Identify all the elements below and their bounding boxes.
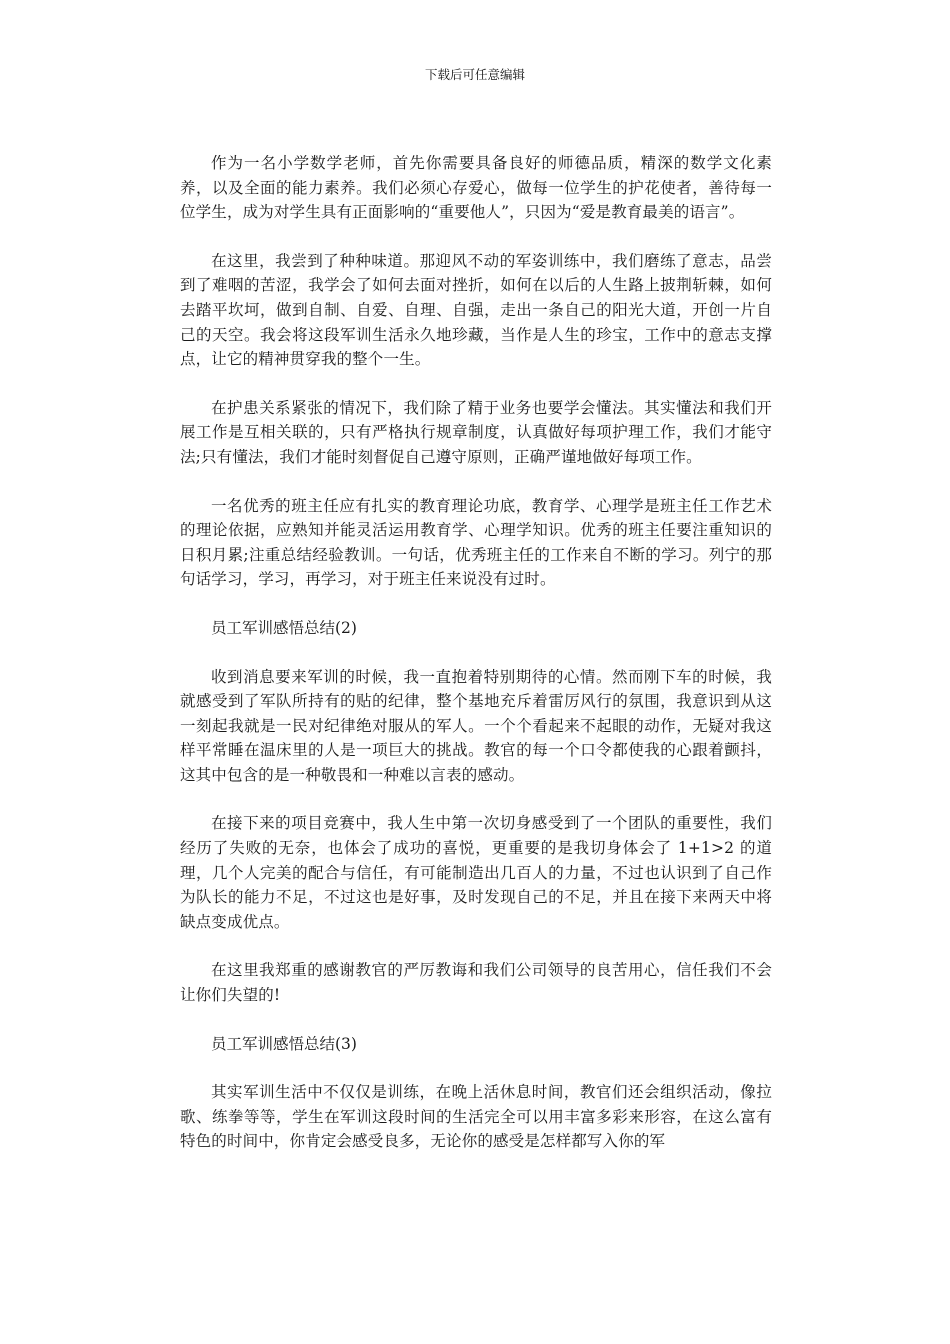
paragraph-nurse-law: 在护患关系紧张的情况下，我们除了精于业务也要学会懂法。其实懂法和我们开展工作是互相关联的，只有严格执行规章制度，认真做好每项护理工作，我们才能守法;只有懂法，我们才能时刻督促自己遵守原则，正确严谨地做好每项工作。 — [180, 398, 772, 466]
page-header-note: 下载后可任意编辑 — [424, 67, 525, 82]
paragraph-thanks: 在这里我郑重的感谢教官的严厉教诲和我们公司领导的良苦用心，信任我们不会让你们失望的! — [180, 961, 772, 1005]
paragraph-arrival: 收到消息要来军训的时候，我一直抱着特别期待的心情。然而刚下车的时候，我就感受到了军队所持有的贴的纪律，整个基地充斥着雷厉风行的氛围，我意识到从这一刻起我就是一民对纪律绝对服从的军人。一个个看起来不起眼的动作，无疑对我这样平常睡在温床里的人是一项巨大的挑战。教官的每一个口令都使我的心跟着颤抖，这其中包含的是一种敬畏和一种难以言表的感动。 — [180, 667, 772, 784]
paragraph-class-teacher: 一名优秀的班主任应有扎实的教育理论功底，教育学、心理学是班主任工作艺术的理论依据，应熟知并能灵活运用教育学、心理学知识。优秀的班主任要注重知识的日积月累;注重总结经验教训。一句话，优秀班主任的工作来自不断的学习。列宁的那句话学习，学习，再学习，对于班主任来说没有过时。 — [180, 496, 772, 589]
paragraph-math-teacher: 作为一名小学数学老师，首先你需要具备良好的师德品质，精深的数学文化素养，以及全面的能力素养。我们必须心存爱心，做每一位学生的护花使者，善待每一位学生，成为对学生具有正面影响的“重要他人”，只因为“爱是教育最美的语言”。 — [180, 154, 772, 222]
document-body — [180, 151, 772, 1178]
section-heading-3: 员工军训感悟总结(3) — [211, 1034, 357, 1053]
paragraph-tastes: 在这里，我尝到了种种味道。那迎风不动的军姿训练中，我们磨练了意志，品尝到了难咽的苦涩，我学会了如何去面对挫折，如何在以后的人生路上披荆斩棘，如何去踏平坎坷，做到自制、自爱、自理、自强，走出一条自己的阳光大道，开创一片自己的天空。我会将这段军训生活永久地珍藏，当作是人生的珍宝，工作中的意志支撑点，让它的精神贯穿我的整个一生。 — [180, 251, 772, 369]
paragraph-evening-activities: 其实军训生活中不仅仅是训练，在晚上活休息时间，教官们还会组织活动，像拉歌、练拳等等，学生在军训这段时间的生活完全可以用丰富多彩来形容，在这么富有特色的时间中，你肯定会感受良多，无论你的感受是怎样都写入你的军 — [180, 1083, 772, 1151]
paragraph-team: 在接下来的项目竞赛中，我人生中第一次切身感受到了一个团队的重要性，我们经历了失败的无奈，也体会了成功的喜悦，更重要的是我切身体会了 1+1>2 的道理，几个人完美的配合与信任，有可能制造出几百人的力量，不过也认识到了自己作为队长的能力不足，不过这也是好事，及时发现自己的不足，并且在接下来两天中将缺点变成优点。 — [180, 814, 772, 931]
section-heading-2: 员工军训感悟总结(2) — [211, 618, 357, 637]
